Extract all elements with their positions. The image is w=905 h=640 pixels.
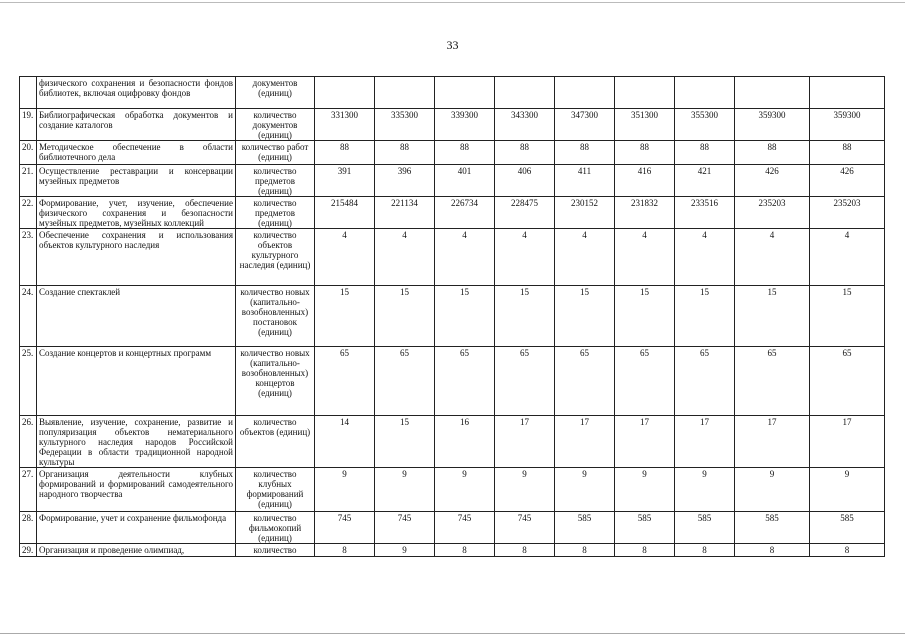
unit-cell: количество предметов (единиц) [236,197,315,229]
value-cell: 406 [495,165,555,197]
value-cell: 4 [675,229,735,286]
value-cell: 15 [615,286,675,347]
value-cell: 17 [615,416,675,468]
work-name-cell: Организация деятельности клубных формирований и формирований самодеятельного народного творчества [37,468,236,512]
value-cell: 15 [315,286,375,347]
page-number: 33 [446,38,459,52]
table-row [20,347,885,416]
unit-cell: количество фильмокопий (единиц) [236,512,315,544]
value-cell: 8 [735,544,810,557]
value-cell: 585 [810,512,885,544]
value-cell: 745 [435,512,495,544]
value-cell: 88 [375,141,435,165]
value-cell: 585 [735,512,810,544]
value-cell: 17 [735,416,810,468]
value-cell: 426 [735,165,810,197]
value-cell: 8 [555,544,615,557]
value-cell: 416 [615,165,675,197]
value-cell: 9 [435,468,495,512]
value-cell: 8 [675,544,735,557]
unit-cell: документов (единиц) [236,77,315,109]
value-cell: 65 [435,347,495,416]
value-cell: 15 [810,286,885,347]
value-cell: 4 [615,229,675,286]
value-cell: 88 [315,141,375,165]
row-number: 22. [20,197,37,229]
value-cell: 8 [315,544,375,557]
value-cell: 585 [615,512,675,544]
value-cell: 226734 [435,197,495,229]
row-number: 21. [20,165,37,197]
value-cell: 65 [315,347,375,416]
unit-cell: количество объектов культурного наследия (единиц) [236,229,315,286]
value-cell: 4 [555,229,615,286]
work-name-cell: Методическое обеспечение в области библиотечного дела [37,141,236,165]
value-cell: 228475 [495,197,555,229]
value-cell: 15 [735,286,810,347]
value-cell: 396 [375,165,435,197]
value-cell: 4 [435,229,495,286]
unit-cell: количество документов (единиц) [236,109,315,141]
work-name-cell: Формирование, учет и сохранение фильмофонда [37,512,236,544]
value-cell: 4 [810,229,885,286]
value-cell: 8 [495,544,555,557]
value-cell: 355300 [675,109,735,141]
row-number: 28. [20,512,37,544]
row-number: 29. [20,544,37,557]
value-cell: 65 [675,347,735,416]
value-cell [315,77,375,109]
value-cell: 15 [495,286,555,347]
value-cell [810,77,885,109]
value-cell: 17 [495,416,555,468]
value-cell: 4 [375,229,435,286]
value-cell: 88 [555,141,615,165]
value-cell: 17 [675,416,735,468]
table-row [20,197,885,229]
value-cell: 15 [555,286,615,347]
value-cell: 585 [675,512,735,544]
value-cell: 15 [375,416,435,468]
scan-top-edge [0,2,905,3]
value-cell: 88 [675,141,735,165]
unit-cell: количество объектов (единиц) [236,416,315,468]
value-cell: 9 [810,468,885,512]
table-row [20,141,885,165]
value-cell: 65 [375,347,435,416]
value-cell [615,77,675,109]
unit-cell: количество предметов (единиц) [236,165,315,197]
row-number: 26. [20,416,37,468]
value-cell: 343300 [495,109,555,141]
value-cell [555,77,615,109]
value-cell [735,77,810,109]
value-cell [675,77,735,109]
value-cell: 331300 [315,109,375,141]
value-cell [435,77,495,109]
work-name-cell: Обеспечение сохранения и использования объектов культурного наследия [37,229,236,286]
value-cell: 14 [315,416,375,468]
work-name-cell: Формирование, учет, изучение, обеспечение физического сохранения и безопасности музейных предметов, музейных коллекций [37,197,236,229]
value-cell: 9 [615,468,675,512]
value-cell: 231832 [615,197,675,229]
row-number: 19. [20,109,37,141]
value-cell: 9 [735,468,810,512]
value-cell: 4 [315,229,375,286]
work-name-cell: Выявление, изучение, сохранение, развитие и популяризация объектов нематериального культурного наследия народов Российской Федерации в области традиционной народной культуры [37,416,236,468]
value-cell: 16 [435,416,495,468]
table-body [20,77,885,557]
work-name-cell: Создание спектаклей [37,286,236,347]
value-cell: 88 [735,141,810,165]
value-cell: 17 [810,416,885,468]
value-cell: 4 [495,229,555,286]
value-cell: 65 [615,347,675,416]
table-row [20,416,885,468]
unit-cell: количество новых (капитально-возобновленных) постановок (единиц) [236,286,315,347]
value-cell: 221134 [375,197,435,229]
table-row [20,544,885,557]
value-cell: 411 [555,165,615,197]
value-cell: 88 [810,141,885,165]
work-name-cell: Библиографическая обработка документов и создание каталогов [37,109,236,141]
value-cell: 215484 [315,197,375,229]
value-cell: 426 [810,165,885,197]
value-cell: 339300 [435,109,495,141]
value-cell: 9 [315,468,375,512]
unit-cell: количество новых (капитально-возобновленных) концертов (единиц) [236,347,315,416]
value-cell: 65 [810,347,885,416]
value-cell: 230152 [555,197,615,229]
value-cell: 745 [495,512,555,544]
work-name-cell: Осуществление реставрации и консервации музейных предметов [37,165,236,197]
value-cell: 335300 [375,109,435,141]
value-cell: 585 [555,512,615,544]
row-number: 24. [20,286,37,347]
value-cell: 351300 [615,109,675,141]
value-cell: 8 [615,544,675,557]
value-cell: 9 [555,468,615,512]
value-cell: 745 [315,512,375,544]
value-cell: 9 [375,544,435,557]
row-number: 23. [20,229,37,286]
value-cell: 235203 [810,197,885,229]
value-cell: 17 [555,416,615,468]
value-cell: 8 [435,544,495,557]
value-cell: 359300 [810,109,885,141]
work-name-cell: Создание концертов и концертных программ [37,347,236,416]
table-row [20,109,885,141]
unit-cell: количество [236,544,315,557]
value-cell: 391 [315,165,375,197]
value-cell: 65 [495,347,555,416]
value-cell: 9 [495,468,555,512]
value-cell: 421 [675,165,735,197]
value-cell: 233516 [675,197,735,229]
value-cell: 401 [435,165,495,197]
value-cell: 8 [810,544,885,557]
value-cell: 65 [555,347,615,416]
table-row [20,165,885,197]
value-cell: 88 [435,141,495,165]
table-row [20,512,885,544]
value-cell: 15 [375,286,435,347]
value-cell: 347300 [555,109,615,141]
value-cell [495,77,555,109]
value-cell: 745 [375,512,435,544]
value-cell: 235203 [735,197,810,229]
unit-cell: количество работ (единиц) [236,141,315,165]
scan-bottom-edge [0,633,905,634]
row-number [20,77,37,109]
unit-cell: количество клубных формирований (единиц) [236,468,315,512]
value-cell: 9 [675,468,735,512]
value-cell: 9 [375,468,435,512]
value-cell: 65 [735,347,810,416]
works-table [19,76,885,557]
row-number: 25. [20,347,37,416]
value-cell: 88 [495,141,555,165]
work-name-cell: Организация и проведение олимпиад, [37,544,236,557]
value-cell: 359300 [735,109,810,141]
value-cell [375,77,435,109]
table-row [20,286,885,347]
value-cell: 15 [435,286,495,347]
value-cell: 4 [735,229,810,286]
table-row [20,229,885,286]
table-row [20,77,885,109]
value-cell: 15 [675,286,735,347]
work-name-cell: физического сохранения и безопасности фондов библиотек, включая оцифровку фондов [37,77,236,109]
table-row [20,468,885,512]
row-number: 20. [20,141,37,165]
row-number: 27. [20,468,37,512]
value-cell: 88 [615,141,675,165]
